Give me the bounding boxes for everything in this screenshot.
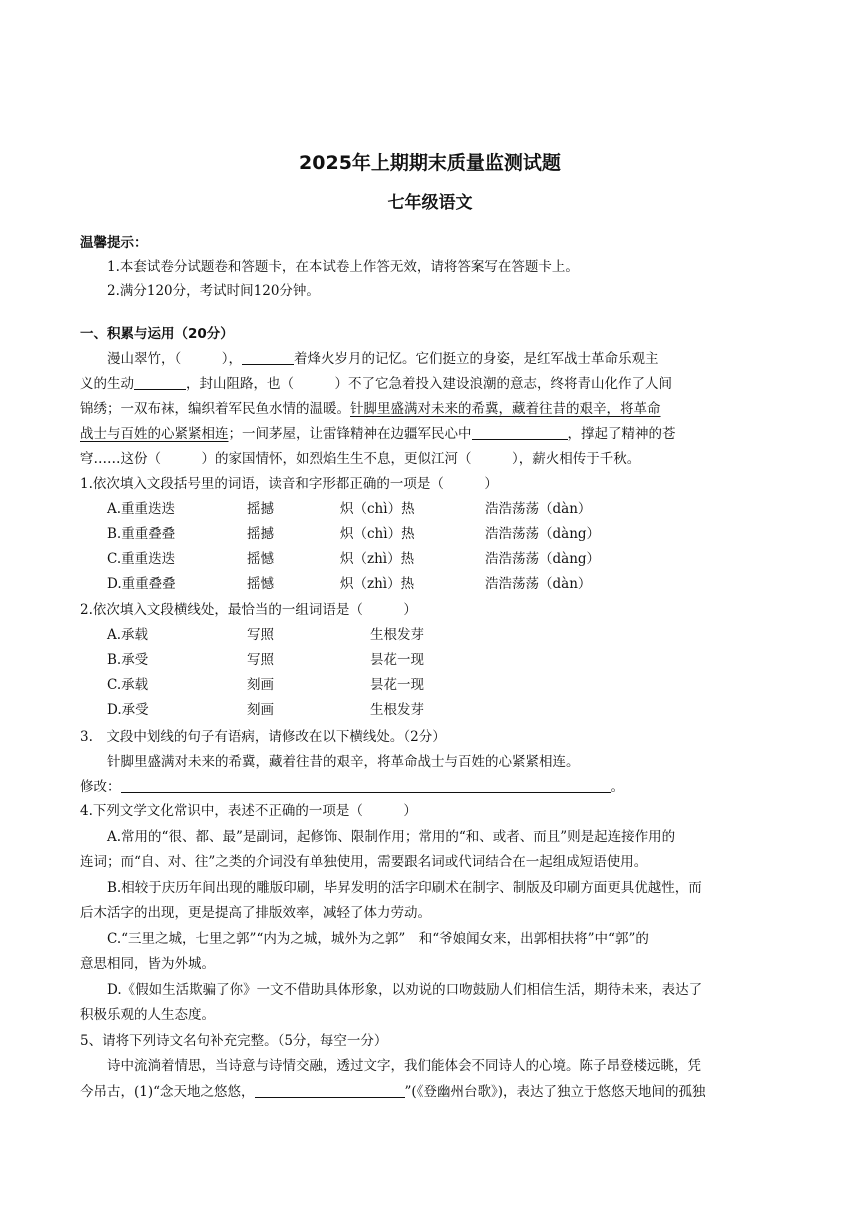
- passage-line-1: [107, 347, 659, 371]
- passage-text: 漫山翠竹，（ ），: [107, 351, 242, 367]
- passage-line-2: [80, 372, 672, 396]
- passage-line-4: [80, 422, 676, 446]
- q5-text: 今吊古，(1)“念天地之悠悠，: [80, 1084, 255, 1100]
- q4-option-b-line1: B.相较于庆历年间出现的雕版印刷，毕昇发明的活字印刷术在制字、制版及印刷方面更具优越性，而: [107, 880, 702, 896]
- tips-item-1: 1.本套试卷分试题卷和答题卡，在本试卷上作答无效，请将答案写在答题卡上。: [107, 259, 579, 275]
- q5-paragraph-line2: [80, 1080, 705, 1104]
- answer-blank: [242, 350, 294, 365]
- q4-option-c-line2: 意思相同，皆为外城。: [80, 956, 215, 972]
- exam-title: 2025年上期期末质量监测试题: [299, 152, 561, 174]
- q4-option-d-line2: 积极乐观的人生态度。: [80, 1007, 215, 1023]
- answer-blank: [472, 425, 568, 440]
- passage-line-5: 穹……这份（ ）的家国情怀，如烈焰生生不息，更似江河（ ），薪火相传于千秋。: [80, 451, 641, 467]
- q4-option-b-line2: 后木活字的出现，更是提高了排版效率，减轻了体力劳动。: [80, 905, 431, 921]
- q1-stem: 1.依次填入文段括号里的词语，读音和字形都正确的一项是（ ）: [80, 476, 498, 492]
- q3-sentence: 针脚里盛满对未来的希冀，藏着往昔的艰辛，将革命战士与百姓的心紧紧相连。: [107, 754, 580, 770]
- exam-page: 2025年上期期末质量监测试题 七年级语文 温馨提示： 1.本套试卷分试题卷和答题卡，在本试卷上作答无效，请将答案写在答题卡上。 2.满分120分，考试时间120分钟。 一、积累与运用（20分） 漫山翠竹，（ ）， 着烽火岁月的记忆。它们挺立的身姿，是红军战士革命乐观主 义的生动 ，封山阻路，也（ ）不了它急着投入建设浪潮的意志，终将青山化作了人间 锦绣；一双布袜，编织着军民鱼水情的温暖。针脚里盛满对未来的希冀，藏着往昔的艰辛，将革命 战士与百姓的心紧紧相连；一间茅屋，让雷锋精神在边疆军民心中 ，撑起了精神的苍 穹……这份（ ）的家国情怀，如烈焰生生不息，更似江河（ ），薪火相传于千秋。 1.依次填入文段括号里的词语，读音和字形都正确的一项是（ ） A.重重迭迭 摇撼 炽（chì）热 浩浩荡荡（dàn） B.重重叠叠 摇撼 炽（chì）热 浩浩荡荡（dàng） C.重重迭迭 摇憾 炽（zhì）热 浩浩荡荡（dàng） D.重重叠叠 摇憾 炽（zhì）热 浩浩荡荡（dàn） 2.依次填入文段横线处，最恰当的一组词语是（ ） A.承载 写照 生根发芽 B.承受 写照 昙花一现 C.承载 刻画 昙花一现 D.承受 刻画 生根发芽 3. 文段中划线的句子有语病，请修改在以下横线处。（2分） 针脚里盛满对未来的希冀，藏着往昔的艰辛，将革命战士与百姓的心紧紧相连。 修改： 。 4.下列文学文化常识中，表述不正确的一项是（ ） A.常用的“很、都、最”是副词，起修饰、限制作用；常用的“和、或者、而且”则是起连接作用的 连词；而“自、对、往”之类的介词没有单独使用，需要跟名词或代词结合在一起组成短语使用。 B.相较于庆历年间出现的雕版印刷，毕昇发明的活字印刷术在制字、制版及印刷方面更具优越性，而 后木活字的出现，更是提高了排版效率，减轻了体力劳动。 C.“三里之城，七里之郭”“内为之城，城外为之郭” 和“爷娘闻女来，出郭相扶将”中“郭”的 意思相同，皆为外城。 D.《假如生活欺骗了你》一文不借助具体形象，以劝说的口吻鼓励人们相信生活，期待未来，表达了 积极乐观的人生态度。 5、请将下列诗文名句补充完整。（5分，每空一分） 诗中流淌着情思，当诗意与诗情交融，透过文字，我们能体会不同诗人的心境。陈子昂登楼远眺，凭 今吊古，(1)“念天地之悠悠， ”(《登幽州台歌》)，表达了独立于悠悠天地间的孤独: [0, 0, 860, 1216]
- underlined-sentence: 战士与百姓的心紧紧相连: [80, 426, 229, 442]
- q3-stem: 3. 文段中划线的句子有语病，请修改在以下横线处。（2分）: [80, 729, 446, 745]
- q5-paragraph-line1: 诗中流淌着情思，当诗意与诗情交融，透过文字，我们能体会不同诗人的心境。陈子昂登楼远眺，凭: [107, 1058, 701, 1074]
- passage-text: 义的生动: [80, 376, 134, 392]
- answer-blank: [134, 375, 186, 390]
- q3-answer-blank: [121, 778, 611, 793]
- q4-option-d-line1: D.《假如生活欺骗了你》一文不借助具体形象，以劝说的口吻鼓励人们相信生活，期待未来，表达了: [107, 982, 703, 998]
- section1-heading: 一、积累与运用（20分）: [80, 326, 234, 342]
- q4-option-a-line1: A.常用的“很、都、最”是副词，起修饰、限制作用；常用的“和、或者、而且”则是起连接作用的: [107, 829, 676, 845]
- q4-stem: 4.下列文学文化常识中，表述不正确的一项是（ ）: [80, 803, 417, 819]
- q5-answer-blank: [255, 1083, 405, 1098]
- tips-heading: 温馨提示：: [80, 235, 148, 251]
- q2-stem: 2.依次填入文段横线处，最恰当的一组词语是（ ）: [80, 602, 417, 618]
- q5-stem: 5、请将下列诗文名句补充完整。（5分，每空一分）: [80, 1033, 388, 1049]
- tips-item-2: 2.满分120分，考试时间120分钟。: [107, 283, 320, 299]
- passage-text: 着烽火岁月的记忆。它们挺立的身姿，是红军战士革命乐观主: [294, 351, 659, 367]
- q4-option-a-line2: 连词；而“自、对、往”之类的介词没有单独使用，需要跟名词或代词结合在一起组成短语使用。: [80, 854, 648, 870]
- passage-text: ，封山阻路，也（ ）不了它急着投入建设浪潮的意志，终将青山化作了人间: [186, 376, 672, 392]
- passage-text: ，撑起了精神的苍: [567, 426, 676, 442]
- q4-option-c-line1: C.“三里之城，七里之郭”“内为之城，城外为之郭” 和“爷娘闻女来，出郭相扶将”中“郭”的: [107, 931, 649, 947]
- q3-fix-end: 。: [610, 779, 624, 795]
- underlined-sentence: 针脚里盛满对未来的希冀，藏着往昔的艰辛，将革命: [350, 401, 661, 417]
- passage-line-3: [80, 397, 661, 421]
- exam-subtitle: 七年级语文: [387, 193, 473, 213]
- q3-fix-label: 修改：: [80, 779, 121, 795]
- passage-text: 锦绣；一双布袜，编织着军民鱼水情的温暖。: [80, 401, 350, 417]
- passage-text: ；一间茅屋，让雷锋精神在边疆军民心中: [228, 426, 472, 442]
- q3-fix-line: [80, 775, 624, 799]
- q5-text: ”(《登幽州台歌》)，表达了独立于悠悠天地间的孤独: [404, 1084, 706, 1100]
